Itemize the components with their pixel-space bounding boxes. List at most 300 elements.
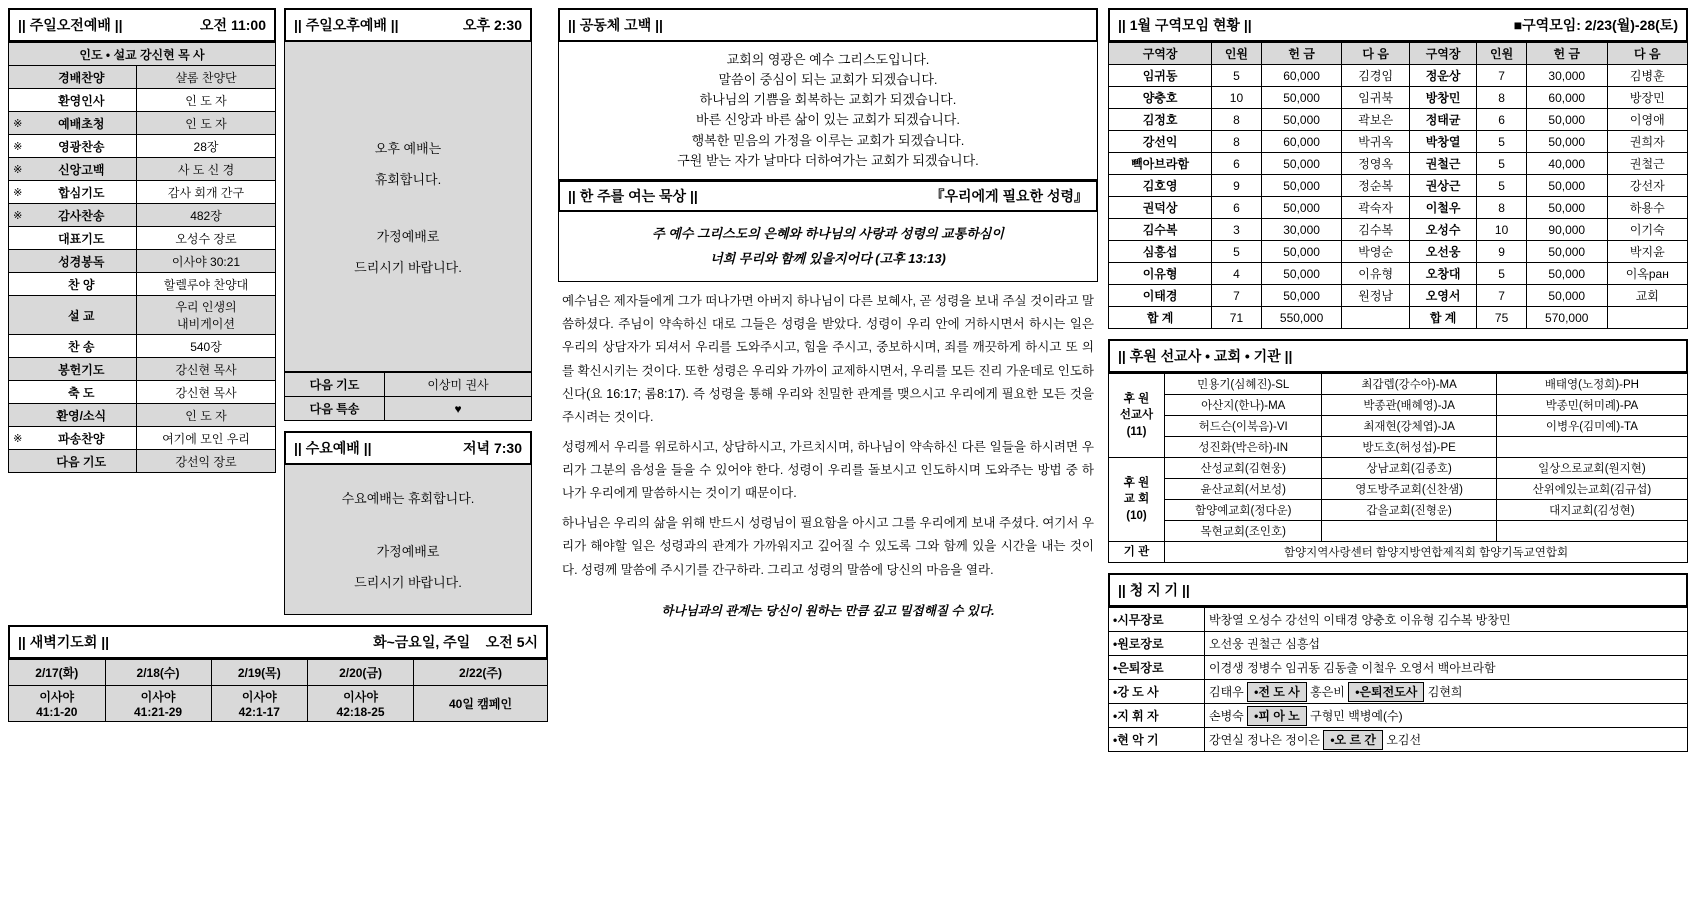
service-star — [9, 66, 27, 89]
morning-service-header — [8, 8, 276, 42]
service-star: ※ — [9, 181, 27, 204]
service-star: ※ — [9, 135, 27, 158]
table-row — [1109, 197, 1688, 219]
service-item-value: 인 도 자 — [137, 112, 276, 135]
district-offering: 60,000 — [1261, 65, 1342, 87]
service-item-value: 540장 — [137, 335, 276, 358]
notice-line: 가정예배로 — [376, 228, 440, 244]
table-row — [9, 381, 276, 404]
service-star — [9, 227, 27, 250]
district-leader: 김수복 — [1109, 219, 1212, 241]
dawn-prayer-header — [8, 625, 548, 659]
table-row — [9, 404, 276, 427]
district-offering: 50,000 — [1261, 197, 1342, 219]
dawn-date: 2/19(목) — [211, 660, 308, 686]
service-item-label: 봉헌기도 — [27, 358, 137, 381]
dawn-date: 2/18(수) — [105, 660, 211, 686]
missionary-entry — [1496, 437, 1687, 458]
service-item-label: 영광찬송 — [27, 135, 137, 158]
district-next-host: 박영순 — [1342, 241, 1409, 263]
district-offering: 50,000 — [1526, 175, 1607, 197]
notice-line: 오후 예배는 — [374, 140, 442, 156]
notice-line: 드리시기 바랍니다. — [354, 575, 462, 590]
table-row — [1109, 608, 1688, 632]
meditation-verse — [558, 212, 1098, 282]
district-leader: 오영서 — [1409, 285, 1476, 307]
district-leader: 빽아브라함 — [1109, 153, 1212, 175]
service-star — [9, 273, 27, 296]
district-meeting-title: || 1월 구역모임 현황 || — [1118, 17, 1252, 33]
district-leader: 임귀동 — [1109, 65, 1212, 87]
district-offering: 90,000 — [1526, 219, 1607, 241]
service-item-value: 482장 — [137, 204, 276, 227]
meditation-header — [558, 180, 1098, 212]
missionary-entry: 아산지(한나)-MA — [1165, 395, 1322, 416]
staff-names: 박창열 오성수 강선익 이태경 양충호 이유형 김수복 방창민 — [1205, 608, 1688, 632]
community-confession-title: || 공동체 고백 || — [568, 17, 663, 33]
meditation-closing: 하나님과의 관계는 당신이 원하는 만큼 깊고 밀접해질 수 있다. — [661, 603, 995, 618]
verse-line: 주 예수 그리스도의 은혜와 하나님의 사랑과 성령의 교통하심이 — [652, 225, 1004, 241]
total-cell: 75 — [1477, 307, 1527, 329]
table-row — [9, 112, 276, 135]
service-star: ※ — [9, 112, 27, 135]
district-next-host: 곽숙자 — [1342, 197, 1409, 219]
district-member-count: 8 — [1477, 197, 1527, 219]
missionary-entry: 배태영(노정희)-PH — [1496, 374, 1687, 395]
service-item-label: 다음 기도 — [27, 450, 137, 473]
dawn-prayer-table — [8, 659, 548, 722]
confession-line: 구원 받는 자가 날마다 더하여가는 교회가 되겠습니다. — [677, 152, 979, 168]
district-next-host: 이유형 — [1342, 263, 1409, 285]
district-member-count: 10 — [1477, 219, 1527, 241]
staff-table — [1108, 607, 1688, 752]
district-leader: 정태균 — [1409, 109, 1476, 131]
district-member-count: 5 — [1477, 153, 1527, 175]
table-row — [9, 66, 276, 89]
district-offering: 30,000 — [1261, 219, 1342, 241]
staff-names: 손병숙 •피 아 노 구형민 백병예(수) — [1205, 704, 1688, 728]
district-leader: 심흥섭 — [1109, 241, 1212, 263]
district-meeting-table — [1108, 42, 1688, 329]
confession-line: 하나님의 기쁨을 회복하는 교회가 되겠습니다. — [699, 92, 957, 108]
table-row — [9, 227, 276, 250]
table-row — [9, 135, 276, 158]
district-member-count: 10 — [1212, 87, 1262, 109]
district-leader: 오선웅 — [1409, 241, 1476, 263]
district-meeting-header — [1108, 8, 1688, 42]
staff-role: •시무장로 — [1109, 608, 1205, 632]
meditation-paragraph: 예수님은 제자들에게 그가 떠나가면 아버지 하나님이 다른 보혜사, 곧 성령을 보내 주실 것이라고 말씀하셨다. 주님이 약속하신 대로 그들은 성령을 받았다. 성령이 우리 안에 거하시면서 하시는 일은 우리의 상담자가 되셔서 우리를 도와주시고, 힘을 주시고, 중보하시며, 죄를 깨끗하게 하시고 또 의를 확신시키는 것이다. 또한 성령은 우리와 가까이 교제하시면서, 우리를 모든 진리 가운데로 인도하신다(요 16:17; 롬8:17). 즉 성령을 통해 우리와 친밀한 관계를 맺으시고 우리에게 필요한 모든 것을 주시려는 것이다. — [562, 294, 1094, 424]
staff-role: •강 도 사 — [1109, 680, 1205, 704]
service-item-label: 성경봉독 — [27, 250, 137, 273]
service-star — [9, 89, 27, 112]
afternoon-service-time: 오후 2:30 — [463, 17, 522, 33]
missionary-entry: 박종관(배혜영)-JA — [1322, 395, 1496, 416]
district-member-count: 8 — [1212, 109, 1262, 131]
district-leader: 강선익 — [1109, 131, 1212, 153]
district-next-host: 김병훈 — [1607, 65, 1687, 87]
table-row — [9, 43, 276, 66]
staff-role: •현 악 기 — [1109, 728, 1205, 752]
staff-names: 김태우 •전 도 사 홍은비 •은퇴전도사 김현희 — [1205, 680, 1688, 704]
missionary-entry: 최재현(강체엽)-JA — [1322, 416, 1496, 437]
staff-names: 오선웅 권철근 심흥섭 — [1205, 632, 1688, 656]
table-row — [9, 296, 276, 335]
church-entry: 목현교회(조인호) — [1165, 521, 1322, 542]
service-item-label: 환영/소식 — [27, 404, 137, 427]
table-row — [1109, 416, 1688, 437]
service-star — [9, 358, 27, 381]
afternoon-footer-table — [284, 372, 532, 421]
district-meeting-note: ■구역모임: 2/23(월)-28(토) — [1513, 17, 1678, 33]
district-leader: 이태경 — [1109, 285, 1212, 307]
district-offering: 50,000 — [1526, 109, 1607, 131]
district-leader: 이유형 — [1109, 263, 1212, 285]
church-entry: 영도방주교회(신찬샘) — [1322, 479, 1496, 500]
service-item-label: 합심기도 — [27, 181, 137, 204]
dawn-passage: 이사야 42:18-25 — [308, 686, 414, 722]
morning-service-title: || 주일오전예배 || — [18, 17, 123, 33]
table-row — [1109, 632, 1688, 656]
table-row — [9, 450, 276, 473]
service-item-value: 강선익 장로 — [137, 450, 276, 473]
service-star — [9, 381, 27, 404]
afternoon-service-header — [284, 8, 532, 42]
district-offering: 50,000 — [1526, 197, 1607, 219]
wednesday-service-title: || 수요예배 || — [294, 440, 372, 456]
total-cell: 550,000 — [1261, 307, 1342, 329]
table-row — [285, 397, 532, 421]
staff-subrole-label: •전 도 사 — [1247, 682, 1307, 702]
total-cell: 합 계 — [1409, 307, 1476, 329]
table-row — [1109, 175, 1688, 197]
church-entry: 윤산교회(서보성) — [1165, 479, 1322, 500]
missionary-entry: 허드슨(이북음)-VI — [1165, 416, 1322, 437]
table-row — [1109, 500, 1688, 521]
district-member-count: 5 — [1212, 241, 1262, 263]
service-star — [9, 450, 27, 473]
table-row — [1109, 87, 1688, 109]
table-row — [1109, 109, 1688, 131]
missionary-entry: 박종민(허미례)-PA — [1496, 395, 1687, 416]
table-row — [1109, 728, 1688, 752]
church-entry — [1496, 521, 1687, 542]
table-row — [1109, 656, 1688, 680]
wednesday-service-header — [284, 431, 532, 465]
dawn-prayer-time: 오전 5시 — [485, 634, 538, 650]
notice-line: 드리시기 바랍니다. — [354, 259, 462, 275]
confession-line: 교회의 영광은 예수 그리스도입니다. — [726, 52, 930, 67]
district-offering: 50,000 — [1526, 241, 1607, 263]
district-member-count: 7 — [1212, 285, 1262, 307]
district-leader: 김정호 — [1109, 109, 1212, 131]
service-star — [9, 404, 27, 427]
table-row — [9, 273, 276, 296]
service-item-value: 할렐루야 찬양대 — [137, 273, 276, 296]
table-row — [1109, 458, 1688, 479]
staff-role: •지 휘 자 — [1109, 704, 1205, 728]
district-member-count: 6 — [1212, 197, 1262, 219]
church-entry: 산위에있는교회(김규섭) — [1496, 479, 1687, 500]
table-row — [1109, 285, 1688, 307]
table-row — [9, 181, 276, 204]
district-member-count: 5 — [1477, 263, 1527, 285]
district-offering: 50,000 — [1526, 263, 1607, 285]
staff-role: •은퇴장로 — [1109, 656, 1205, 680]
district-offering: 50,000 — [1261, 175, 1342, 197]
morning-service-time: 오전 11:00 — [200, 17, 266, 33]
table-row — [9, 158, 276, 181]
district-next-host: 임귀북 — [1342, 87, 1409, 109]
service-item-value: 오성수 장로 — [137, 227, 276, 250]
district-next-host: 원정남 — [1342, 285, 1409, 307]
dawn-prayer-box — [8, 625, 548, 722]
missionaries-title: || 후원 선교사 • 교회 • 기관 || — [1118, 348, 1293, 364]
confession-line: 바른 신앙과 바른 삶이 있는 교회가 되겠습니다. — [696, 112, 960, 128]
dawn-prayer-subtitle: 화~금요일, 주일 — [373, 634, 471, 650]
service-item-value: 강신현 목사 — [137, 358, 276, 381]
wednesday-service-time: 저녁 7:30 — [463, 440, 522, 456]
table-row — [285, 373, 532, 397]
table-row — [9, 427, 276, 450]
district-next-host: 권철근 — [1607, 153, 1687, 175]
district-offering: 40,000 — [1526, 153, 1607, 175]
church-entry: 상남교회(김종호) — [1322, 458, 1496, 479]
service-item-value: 28장 — [137, 135, 276, 158]
column-header: 다 음 — [1607, 43, 1687, 65]
left-column — [8, 8, 548, 890]
table-row — [1109, 521, 1688, 542]
afternoon-footer-value: ♥ — [385, 397, 532, 421]
table-row — [9, 204, 276, 227]
district-next-host: 강선자 — [1607, 175, 1687, 197]
service-star: ※ — [9, 204, 27, 227]
total-cell: 570,000 — [1526, 307, 1607, 329]
district-leader: 권덕상 — [1109, 197, 1212, 219]
district-next-host: 곽보은 — [1342, 109, 1409, 131]
missionary-entry: 이병우(김미예)-TA — [1496, 416, 1687, 437]
afternoon-footer-value: 이상미 권사 — [385, 373, 532, 397]
table-row — [1109, 153, 1688, 175]
service-item-label: 예배초청 — [27, 112, 137, 135]
missionary-entry: 민용기(심혜진)-SL — [1165, 374, 1322, 395]
service-item-value: 감사 회개 간구 — [137, 181, 276, 204]
church-group-label: 후 원 교 회 (10) — [1109, 458, 1165, 542]
staff-subrole-label: •은퇴전도사 — [1348, 682, 1424, 702]
morning-service-table — [8, 42, 276, 473]
table-row — [1109, 219, 1688, 241]
confession-line: 말씀이 중심이 되는 교회가 되겠습니다. — [718, 72, 938, 88]
column-header: 구역장 — [1109, 43, 1212, 65]
table-row — [1109, 479, 1688, 500]
org-entries: 함양지역사랑센터 함양지방연합제직회 함양기독교연합회 — [1165, 542, 1688, 563]
column-header: 헌 금 — [1526, 43, 1607, 65]
district-offering: 50,000 — [1261, 263, 1342, 285]
confession-line: 행복한 믿음의 가정을 이루는 교회가 되겠습니다. — [691, 132, 965, 148]
district-offering: 50,000 — [1526, 285, 1607, 307]
district-leader: 오성수 — [1409, 219, 1476, 241]
staff-title: || 청 지 기 || — [1118, 582, 1190, 599]
table-row — [9, 335, 276, 358]
table-row — [1109, 395, 1688, 416]
table-row — [1109, 374, 1688, 395]
district-offering: 50,000 — [1261, 87, 1342, 109]
table-row — [1109, 542, 1688, 563]
wednesday-service-notice — [284, 465, 532, 615]
table-row — [9, 358, 276, 381]
service-star — [9, 335, 27, 358]
staff-subrole-label: •오 르 간 — [1323, 730, 1383, 750]
total-label: 합 계 — [1109, 307, 1212, 329]
church-entry: 갑을교회(진형운) — [1322, 500, 1496, 521]
service-star: ※ — [9, 427, 27, 450]
service-item-label: 환영인사 — [27, 89, 137, 112]
district-member-count: 4 — [1212, 263, 1262, 285]
district-leader: 방창민 — [1409, 87, 1476, 109]
district-member-count: 5 — [1212, 65, 1262, 87]
afternoon-footer-label: 다음 기도 — [285, 373, 385, 397]
table-row — [9, 89, 276, 112]
dawn-prayer-title: || 새벽기도회 || — [18, 634, 110, 650]
service-item-label: 찬 양 — [27, 273, 137, 296]
district-offering: 60,000 — [1526, 87, 1607, 109]
staff-subrole-names: 홍은비 — [1306, 685, 1349, 700]
service-star — [9, 250, 27, 273]
dawn-passage: 이사야 41:1-20 — [9, 686, 106, 722]
district-leader: 박창열 — [1409, 131, 1476, 153]
district-next-host: 교회 — [1607, 285, 1687, 307]
column-header: 인원 — [1477, 43, 1527, 65]
dawn-passage: 이사야 42:1-17 — [211, 686, 308, 722]
table-row — [9, 660, 548, 686]
meditation-paragraph: 하나님은 우리의 삶을 위해 반드시 성령님이 필요함을 아시고 그를 우리에게 보내 주셨다. 여기서 우리가 해야할 일은 성령과의 관계가 가까워지고 깊어질 수 있도록 그와 함께 있을 시간을 내는 것이다. 성령께 말씀에 주시기를 간구하라. 그리고 성령의 말씀에 당신의 마음을 열라. — [562, 516, 1094, 577]
church-entry: 대지교회(김성현) — [1496, 500, 1687, 521]
service-item-value: 인 도 자 — [137, 404, 276, 427]
column-header: 다 음 — [1342, 43, 1409, 65]
dawn-passage: 이사야 41:21-29 — [105, 686, 211, 722]
org-label: 기 관 — [1109, 542, 1165, 563]
missionary-entry: 방도호(허성섭)-PE — [1322, 437, 1496, 458]
service-item-value: 사 도 신 경 — [137, 158, 276, 181]
district-member-count: 5 — [1477, 175, 1527, 197]
table-row — [1109, 263, 1688, 285]
district-next-host: 이기숙 — [1607, 219, 1687, 241]
district-offering: 50,000 — [1526, 131, 1607, 153]
district-next-host: 박귀옥 — [1342, 131, 1409, 153]
church-entry: 산성교회(김현웅) — [1165, 458, 1322, 479]
district-member-count: 9 — [1477, 241, 1527, 263]
right-column — [1108, 8, 1688, 890]
service-item-label: 설 교 — [27, 296, 137, 335]
district-leader: 권철근 — [1409, 153, 1476, 175]
afternoon-footer-label: 다음 특송 — [285, 397, 385, 421]
district-member-count: 9 — [1212, 175, 1262, 197]
district-next-host: 권희자 — [1607, 131, 1687, 153]
total-cell — [1607, 307, 1687, 329]
district-leader: 정운상 — [1409, 65, 1476, 87]
district-next-host: 정영옥 — [1342, 153, 1409, 175]
table-row — [1109, 437, 1688, 458]
column-header: 헌 금 — [1261, 43, 1342, 65]
district-next-host: 박지윤 — [1607, 241, 1687, 263]
table-total-row — [1109, 307, 1688, 329]
staff-subrole-names: 김현희 — [1424, 685, 1463, 700]
service-item-label: 경배찬양 — [27, 66, 137, 89]
notice-line: 수요예배는 휴회합니다. — [341, 491, 475, 506]
missionaries-header — [1108, 339, 1688, 373]
table-row — [1109, 241, 1688, 263]
district-next-host: 하용수 — [1607, 197, 1687, 219]
district-offering: 50,000 — [1261, 285, 1342, 307]
table-row — [1109, 65, 1688, 87]
church-entry — [1322, 521, 1496, 542]
service-item-label: 찬 송 — [27, 335, 137, 358]
district-leader: 이철우 — [1409, 197, 1476, 219]
dawn-passage: 40일 캠페인 — [414, 686, 548, 722]
meditation-paragraph: 성령께서 우리를 위로하시고, 상담하시고, 가르치시며, 하나님이 약속하신 다른 일들을 하시려면 우리가 그분의 음성을 들을 수 있어야 한다. 성령이 우리를 돌보시고 인도하시며 도와주는 방법 중 하나가 우리에게 말씀하시는 것이기 때문이다. — [562, 439, 1094, 501]
afternoon-service-notice — [284, 42, 532, 372]
meditation-body — [558, 282, 1098, 623]
district-leader: 오창대 — [1409, 263, 1476, 285]
table-row — [9, 686, 548, 722]
table-row — [1109, 131, 1688, 153]
table-row — [9, 250, 276, 273]
column-header: 구역장 — [1409, 43, 1476, 65]
afternoon-wednesday-box — [284, 8, 532, 615]
total-cell: 71 — [1212, 307, 1262, 329]
district-offering: 30,000 — [1526, 65, 1607, 87]
meditation-title: || 한 주를 여는 묵상 || — [568, 187, 698, 204]
district-offering: 50,000 — [1261, 241, 1342, 263]
verse-line: 너희 무리와 함께 있을지어다 (고후 13:13) — [710, 250, 946, 266]
service-item-label: 파송찬양 — [27, 427, 137, 450]
middle-column — [558, 8, 1098, 890]
service-item-label: 대표기도 — [27, 227, 137, 250]
district-member-count: 5 — [1477, 131, 1527, 153]
district-offering: 50,000 — [1261, 153, 1342, 175]
service-item-label: 감사찬송 — [27, 204, 137, 227]
dawn-date: 2/17(화) — [9, 660, 106, 686]
missionary-group-label: 후 원 선교사 (11) — [1109, 374, 1165, 458]
church-entry: 일상으로교회(원지현) — [1496, 458, 1687, 479]
missionary-entry: 최갑렙(강수아)-MA — [1322, 374, 1496, 395]
table-row — [1109, 680, 1688, 704]
district-member-count: 6 — [1477, 109, 1527, 131]
service-item-value: 강신현 목사 — [137, 381, 276, 404]
district-member-count: 8 — [1477, 87, 1527, 109]
service-item-value: 샬롬 찬양단 — [137, 66, 276, 89]
dawn-date: 2/20(금) — [308, 660, 414, 686]
service-star — [9, 296, 27, 335]
district-member-count: 6 — [1212, 153, 1262, 175]
district-member-count: 7 — [1477, 65, 1527, 87]
district-next-host: 방장민 — [1607, 87, 1687, 109]
missionaries-table — [1108, 373, 1688, 563]
column-header: 인원 — [1212, 43, 1262, 65]
staff-header — [1108, 573, 1688, 607]
table-header-row — [1109, 43, 1688, 65]
staff-subrole-label: •피 아 노 — [1247, 706, 1307, 726]
church-entry: 함양예교회(정다운) — [1165, 500, 1322, 521]
staff-role: •원로장로 — [1109, 632, 1205, 656]
district-next-host: 이옥ран — [1607, 263, 1687, 285]
district-leader: 김호영 — [1109, 175, 1212, 197]
total-cell — [1342, 307, 1409, 329]
community-confession-body — [558, 42, 1098, 180]
district-next-host: 김수복 — [1342, 219, 1409, 241]
notice-line: 휴회합니다. — [374, 171, 442, 187]
district-offering: 60,000 — [1261, 131, 1342, 153]
